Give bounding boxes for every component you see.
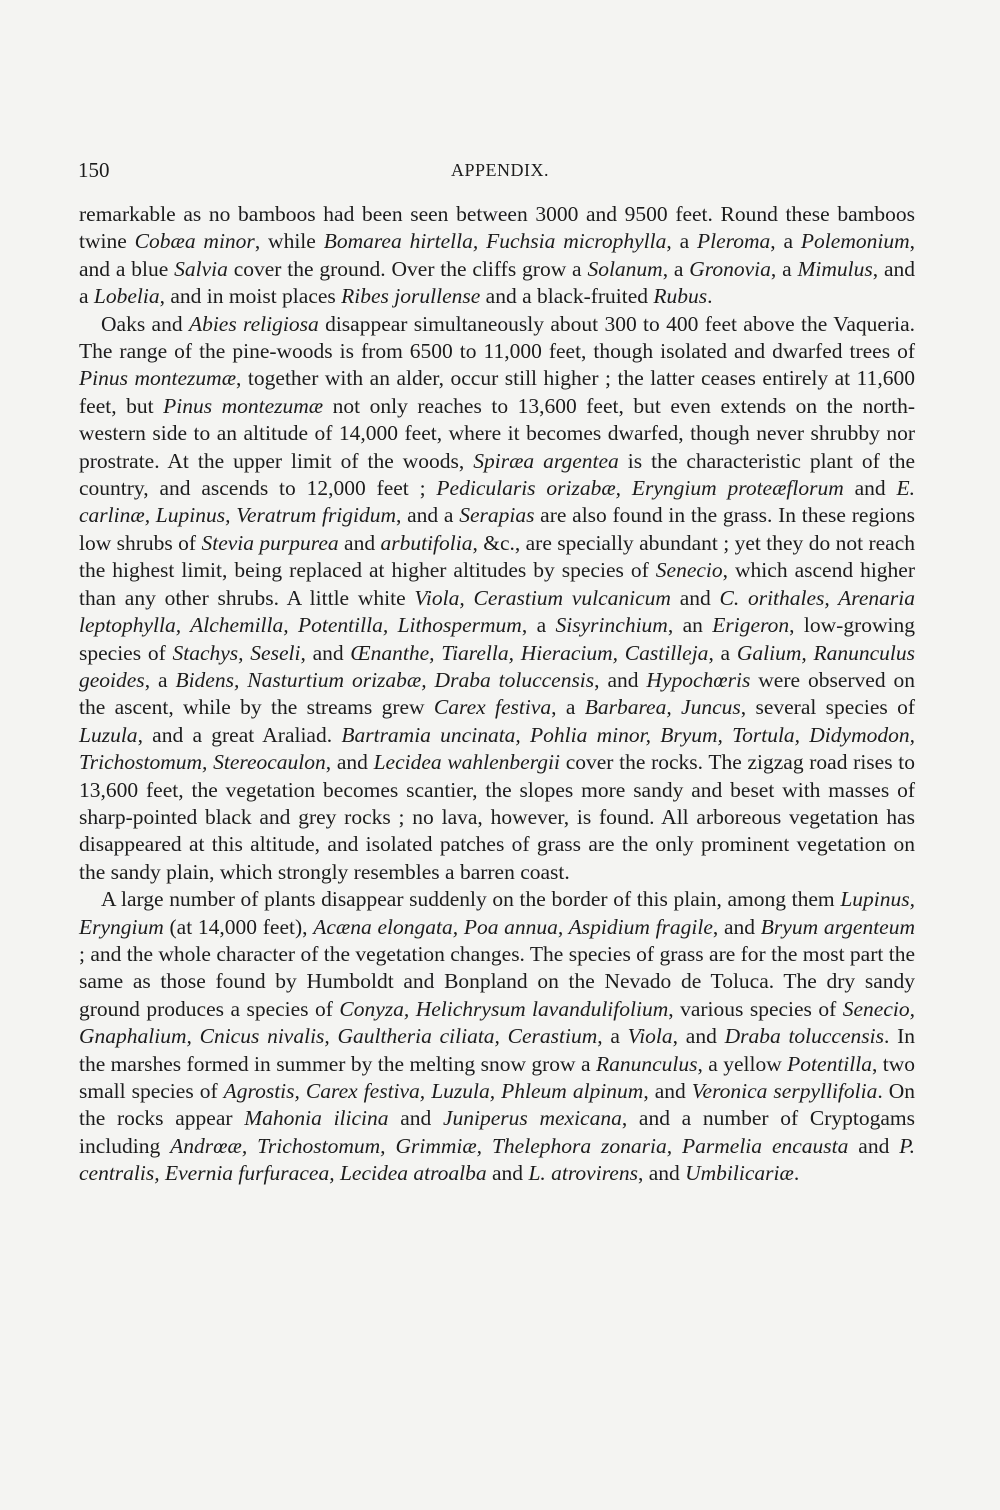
text-run: . xyxy=(707,284,713,309)
text-run: disappear simultaneously about 300 to 400 feet above the Vaqueria. The range of the pine-woods is from 6500 to 11,000 feet, though isolated and dwarfed trees of xyxy=(79,311,916,364)
text-run: , and a xyxy=(396,503,460,528)
italic-term: Lecidea wahlenbergii xyxy=(373,750,560,775)
italic-term: Ranunculus xyxy=(595,1051,698,1076)
text-run: and xyxy=(388,1106,443,1131)
text-run: A large number of plants disappear suddenly on the border of this plain, among them xyxy=(101,887,841,912)
text-run: is the characteristic plant of the country, and ascends to 12,000 feet ; xyxy=(79,448,916,501)
body-text xyxy=(79,201,915,1188)
text-run: are also found in the grass. In these regions low shrubs of xyxy=(79,503,915,555)
italic-term: Abies religiosa xyxy=(188,311,319,336)
text-run: , and xyxy=(643,1079,692,1103)
text-run: , a xyxy=(597,1024,628,1049)
italic-term: Hypochœris xyxy=(646,667,751,692)
running-head: APPENDIX. xyxy=(450,160,549,180)
text-run: , a xyxy=(770,229,801,254)
text-run: were observed on the ascent, while by the streams grew xyxy=(79,667,915,720)
text-run: , a yellow xyxy=(697,1051,788,1076)
italic-term: Pinus montezumæ xyxy=(79,366,237,391)
italic-term: Pinus montezumæ xyxy=(163,393,324,418)
text-run: , and a great Araliad. xyxy=(137,722,342,747)
text-run: , and in moist places xyxy=(159,284,342,309)
page-number: 150 xyxy=(78,158,110,182)
italic-term: Salvia xyxy=(174,256,228,281)
text-run: ; and the whole character of the vegetation changes. The species of grass are for the most part the same as those found by Humboldt and Bonpland on the Nevado de Toluca. The dry sandy ground produces a species of xyxy=(79,941,915,1021)
italic-term: Stachys, Seseli xyxy=(172,640,301,665)
italic-term: Pedicularis orizabæ, Eryngium proteæflorum xyxy=(436,476,844,501)
text-run: , a xyxy=(521,613,556,638)
italic-term: Stevia purpurea xyxy=(201,530,339,555)
text-run: . On the rocks appear xyxy=(79,1079,916,1131)
italic-term: P. centralis, Evernia furfuracea, Lecidea atroalba xyxy=(79,1133,915,1186)
text-run: , an xyxy=(667,613,713,638)
text-run: , a xyxy=(144,667,176,692)
text-run: cover the rocks. The zigzag road rises to 13,600 feet, the vegetation becomes scantier, the slopes more sandy and beset with masses of sharp-pointed black and grey rocks ; no lava, however, is found. All arboreous vegetation has disappeared at this altitude, and isolated patches of grass are the only prominent vegetation on the sandy plain, which strongly resembles a barren coast. xyxy=(79,750,915,884)
text-run: , which ascend higher than any other shrubs. A little white xyxy=(79,558,915,610)
italic-term: Mahonia ilicina xyxy=(244,1106,389,1131)
text-run: , and a blue xyxy=(79,229,915,281)
italic-term: Sisyrinchium xyxy=(555,613,668,638)
italic-term: Senecio xyxy=(655,558,723,583)
text-run: , various species of xyxy=(668,996,843,1021)
italic-term: Lupinus, Eryngium xyxy=(79,887,915,939)
text-run: , a xyxy=(666,229,698,254)
text-run: , and xyxy=(637,1161,686,1186)
text-run: , while xyxy=(254,229,324,254)
italic-term: Andrœæ, Trichostomum, Grimmiæ, Thelephora zonaria, Parmelia encausta xyxy=(170,1133,849,1158)
text-run: , several species of xyxy=(740,695,916,720)
italic-term: Mimulus xyxy=(797,256,873,281)
italic-term: Œnanthe, Tiarella, Hieracium, Castilleja xyxy=(350,640,709,665)
text-run: . xyxy=(793,1161,800,1186)
text-run: , a xyxy=(770,256,798,281)
italic-term: Umbilicariæ xyxy=(685,1161,794,1186)
text-run: remarkable as no bamboos had been seen between 3000 and 9500 feet. Round these bamboos twine xyxy=(79,202,915,254)
text-run: , and a number of Cryptogams including xyxy=(79,1106,916,1158)
italic-term: Cobæa minor xyxy=(134,229,255,254)
italic-term: Pleroma xyxy=(697,229,771,254)
text-run: , &c., are specially abundant ; yet they do not reach the highest limit, being replaced at higher altitudes by species of xyxy=(79,530,915,583)
italic-term: Bidens, Nasturtium orizabæ, Draba toluccensis xyxy=(175,667,595,692)
italic-term: Draba toluccensis xyxy=(724,1024,884,1049)
text-run: and a black-fruited xyxy=(480,284,654,309)
page-header xyxy=(78,158,922,188)
text-run: and xyxy=(843,476,897,501)
text-run: (at 14,000 feet), xyxy=(163,914,314,939)
italic-term: Bartramia uncinata, Pohlia minor, Bryum, Tortula, Didymodon, Trichostomum, Stereocaulon xyxy=(79,722,915,775)
text-run: cover the ground. Over the cliffs grow a xyxy=(227,256,588,281)
text-run: , and xyxy=(594,667,647,692)
italic-term: Juniperus mexicana xyxy=(442,1106,622,1131)
text-run: and xyxy=(848,1133,900,1158)
italic-term: Veronica serpyllifolia xyxy=(691,1079,878,1103)
italic-term: E. carlinæ, Lupinus, Veratrum frigidum xyxy=(79,476,916,528)
text-run: , and xyxy=(325,750,374,775)
italic-term: Serapias xyxy=(459,503,535,528)
italic-term: Gronovia xyxy=(689,256,771,281)
italic-term: Viola, Cerastium vulcanicum xyxy=(414,585,671,610)
text-run: and xyxy=(338,530,381,555)
italic-term: C. orithales, Arenaria leptophylla, Alchemilla, Potentilla, Lithospermum xyxy=(79,585,915,638)
italic-term: Luzula xyxy=(79,722,138,747)
italic-term: Bomarea hirtella, Fuchsia microphylla xyxy=(323,229,667,254)
text-run: and xyxy=(486,1161,529,1186)
italic-term: Senecio, Gnaphalium, Cnicus nivalis, Gaultheria ciliata, Cerastium xyxy=(79,996,915,1049)
italic-term: Conyza, Helichrysum lavandulifolium xyxy=(339,996,669,1021)
italic-term: Lobelia xyxy=(93,284,160,309)
italic-term: Acæna elongata, Poa annua, Aspidium fragile xyxy=(313,914,713,939)
text-run: , and a xyxy=(79,256,916,309)
italic-term: Rubus xyxy=(653,284,708,309)
italic-term: Bryum argenteum xyxy=(760,914,915,939)
text-run: and xyxy=(670,585,720,610)
italic-term: Viola xyxy=(627,1024,673,1049)
paragraph-1 xyxy=(79,201,915,311)
italic-term: Galium, Ranunculus geoides xyxy=(79,640,915,692)
text-run: , and xyxy=(672,1024,725,1049)
italic-term: Spiræa argentea xyxy=(473,448,619,473)
text-run: , and xyxy=(300,640,351,665)
paragraph-3 xyxy=(79,886,915,1187)
text-run: , and xyxy=(712,914,761,939)
text-run: , a xyxy=(551,695,585,720)
italic-term: Erigeron xyxy=(712,613,790,638)
italic-term: arbutifolia xyxy=(380,530,473,555)
text-run: , two small species of xyxy=(79,1051,916,1103)
text-run: Oaks and xyxy=(101,311,189,336)
paragraph-2 xyxy=(79,311,915,887)
text-run: , a xyxy=(662,256,690,281)
italic-term: Agrostis, Carex festiva, Luzula, Phleum alpinum xyxy=(223,1079,644,1103)
italic-term: Ribes jorullense xyxy=(341,284,481,309)
text-run: , low-growing species of xyxy=(79,613,915,665)
italic-term: Carex festiva xyxy=(433,695,552,720)
italic-term: L. atrovirens xyxy=(528,1161,638,1186)
italic-term: Polemonium xyxy=(800,229,910,254)
italic-term: Potentilla xyxy=(787,1051,872,1076)
text-run: not only reaches to 13,600 feet, but even extends on the north-western side to an altitude of 14,000 feet, where it becomes dwarfed, though never shrubby nor prostrate. At the upper limit of the woods, xyxy=(79,393,915,473)
text-run: . In the marshes formed in summer by the melting snow grow a xyxy=(79,1024,916,1076)
text-run: , a xyxy=(708,640,737,665)
italic-term: Barbarea, Juncus xyxy=(584,695,741,720)
text-run: , together with an alder, occur still higher ; the latter ceases entirely at 11,600 feet, but xyxy=(79,366,915,418)
italic-term: Solanum xyxy=(587,256,663,281)
